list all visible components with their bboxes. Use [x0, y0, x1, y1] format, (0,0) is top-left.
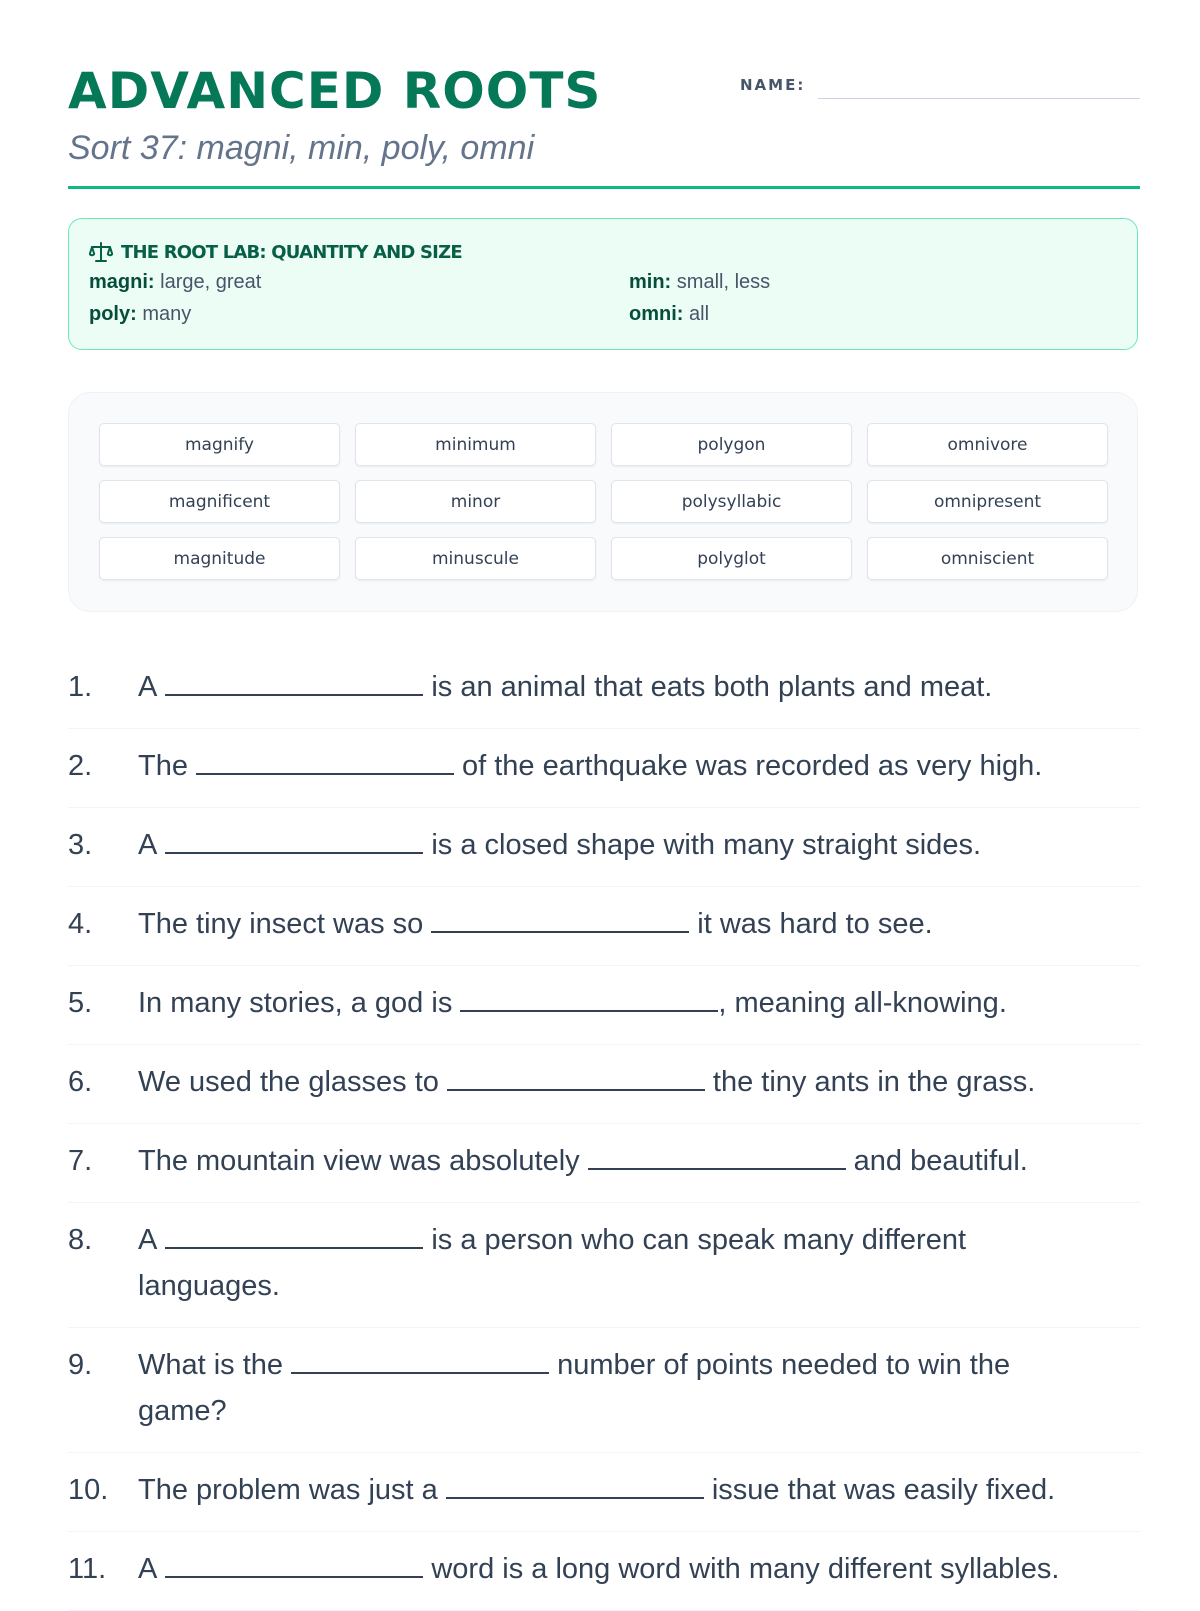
question-item [68, 1532, 1140, 1611]
answer-blank[interactable] [165, 1550, 423, 1578]
root-def-omni [629, 303, 709, 326]
word-chip[interactable]: polyglot [611, 537, 852, 580]
question-after: word is a long word with many different syllables. [431, 1553, 1060, 1585]
word-chip[interactable]: omnivore [867, 423, 1108, 466]
question-number: 4. [68, 908, 93, 940]
question-item [68, 1124, 1140, 1203]
answer-blank[interactable] [165, 1221, 423, 1249]
root-lab-heading-text: THE ROOT LAB: QUANTITY AND SIZE [121, 241, 462, 263]
question-number: 1. [68, 671, 93, 703]
question-item [68, 1328, 1140, 1453]
answer-blank[interactable] [431, 905, 689, 933]
question-before: A [138, 1553, 158, 1585]
word-chip[interactable]: polysyllabic [611, 480, 852, 523]
root-meaning: small, less [676, 271, 771, 293]
question-number: 5. [68, 987, 93, 1019]
question-text [138, 1217, 1078, 1309]
answer-blank[interactable] [446, 1471, 704, 1499]
root-def-min [629, 271, 770, 294]
word-chip[interactable]: minuscule [355, 537, 596, 580]
question-after: and beautiful. [853, 1145, 1028, 1177]
name-label: NAME: [740, 76, 806, 94]
question-item [68, 808, 1140, 887]
question-number: 2. [68, 750, 93, 782]
root-term: magni: [89, 271, 155, 293]
question-item [68, 1203, 1140, 1328]
question-after: issue that was easily fixed. [711, 1474, 1056, 1506]
answer-blank[interactable] [588, 1142, 846, 1170]
question-item [68, 966, 1140, 1045]
answer-blank[interactable] [291, 1346, 549, 1374]
answer-blank[interactable] [447, 1063, 705, 1091]
question-text [138, 980, 1078, 1026]
question-text [138, 1059, 1078, 1105]
question-before: The [138, 750, 188, 782]
question-after: is an animal that eats both plants and meat. [431, 671, 993, 703]
question-before: The problem was just a [138, 1474, 438, 1506]
question-after: number of points needed to win the game? [138, 1349, 1011, 1427]
root-meaning: large, great [160, 271, 262, 293]
question-item [68, 1453, 1140, 1532]
question-before: In many stories, a god is [138, 987, 453, 1019]
question-list [68, 650, 1140, 1611]
word-bank-grid [99, 423, 1107, 580]
root-term: poly: [89, 303, 137, 325]
question-after: is a person who can speak many different languages. [138, 1224, 967, 1302]
root-term: omni: [629, 303, 684, 325]
word-chip[interactable]: magnificent [99, 480, 340, 523]
word-chip[interactable]: minor [355, 480, 596, 523]
name-field [740, 74, 1140, 104]
question-item [68, 729, 1140, 808]
question-before: What is the [138, 1349, 284, 1381]
root-lab-heading [89, 241, 462, 263]
header-divider [68, 186, 1140, 189]
word-chip[interactable]: magnitude [99, 537, 340, 580]
word-bank [68, 392, 1138, 612]
word-chip[interactable]: omnipresent [867, 480, 1108, 523]
question-before: The tiny insect was so [138, 908, 424, 940]
question-before: A [138, 829, 158, 861]
question-item [68, 1045, 1140, 1124]
root-def-poly [89, 303, 191, 326]
question-after: of the earthquake was recorded as very high. [461, 750, 1043, 782]
question-number: 10. [68, 1474, 109, 1506]
question-item [68, 887, 1140, 966]
word-chip[interactable]: polygon [611, 423, 852, 466]
word-chip[interactable]: magnify [99, 423, 340, 466]
name-line[interactable] [818, 98, 1140, 99]
balance-scale-icon [89, 241, 113, 263]
question-before: We used the glasses to [138, 1066, 439, 1098]
question-text [138, 1138, 1078, 1184]
question-text [138, 664, 1078, 710]
question-item [68, 650, 1140, 729]
question-text [138, 1342, 1078, 1434]
question-number: 9. [68, 1349, 93, 1381]
word-chip[interactable]: omniscient [867, 537, 1108, 580]
worksheet-page [68, 0, 1140, 1600]
question-text [138, 901, 1078, 947]
question-before: A [138, 1224, 158, 1256]
page-subtitle: Sort 37: magni, min, poly, omni [68, 129, 535, 167]
question-after: it was hard to see. [697, 908, 933, 940]
question-before: The mountain view was absolutely [138, 1145, 580, 1177]
question-text [138, 743, 1078, 789]
answer-blank[interactable] [196, 747, 454, 775]
answer-blank[interactable] [165, 668, 423, 696]
question-after: , meaning all-knowing. [718, 987, 1007, 1019]
root-term: min: [629, 271, 672, 293]
question-number: 11. [68, 1553, 107, 1585]
page-title: ADVANCED ROOTS [68, 62, 602, 120]
answer-blank[interactable] [460, 984, 718, 1012]
word-chip[interactable]: minimum [355, 423, 596, 466]
root-meaning: all [689, 303, 710, 325]
answer-blank[interactable] [165, 826, 423, 854]
question-text [138, 1467, 1078, 1513]
question-number: 6. [68, 1066, 93, 1098]
question-number: 7. [68, 1145, 93, 1177]
root-meaning: many [142, 303, 192, 325]
root-def-magni [89, 271, 261, 294]
root-lab-box [68, 218, 1138, 350]
question-number: 3. [68, 829, 93, 861]
question-text [138, 1546, 1078, 1592]
question-before: A [138, 671, 158, 703]
question-number: 8. [68, 1224, 93, 1256]
question-after: the tiny ants in the grass. [712, 1066, 1036, 1098]
question-text [138, 822, 1078, 868]
question-after: is a closed shape with many straight sides. [431, 829, 981, 861]
